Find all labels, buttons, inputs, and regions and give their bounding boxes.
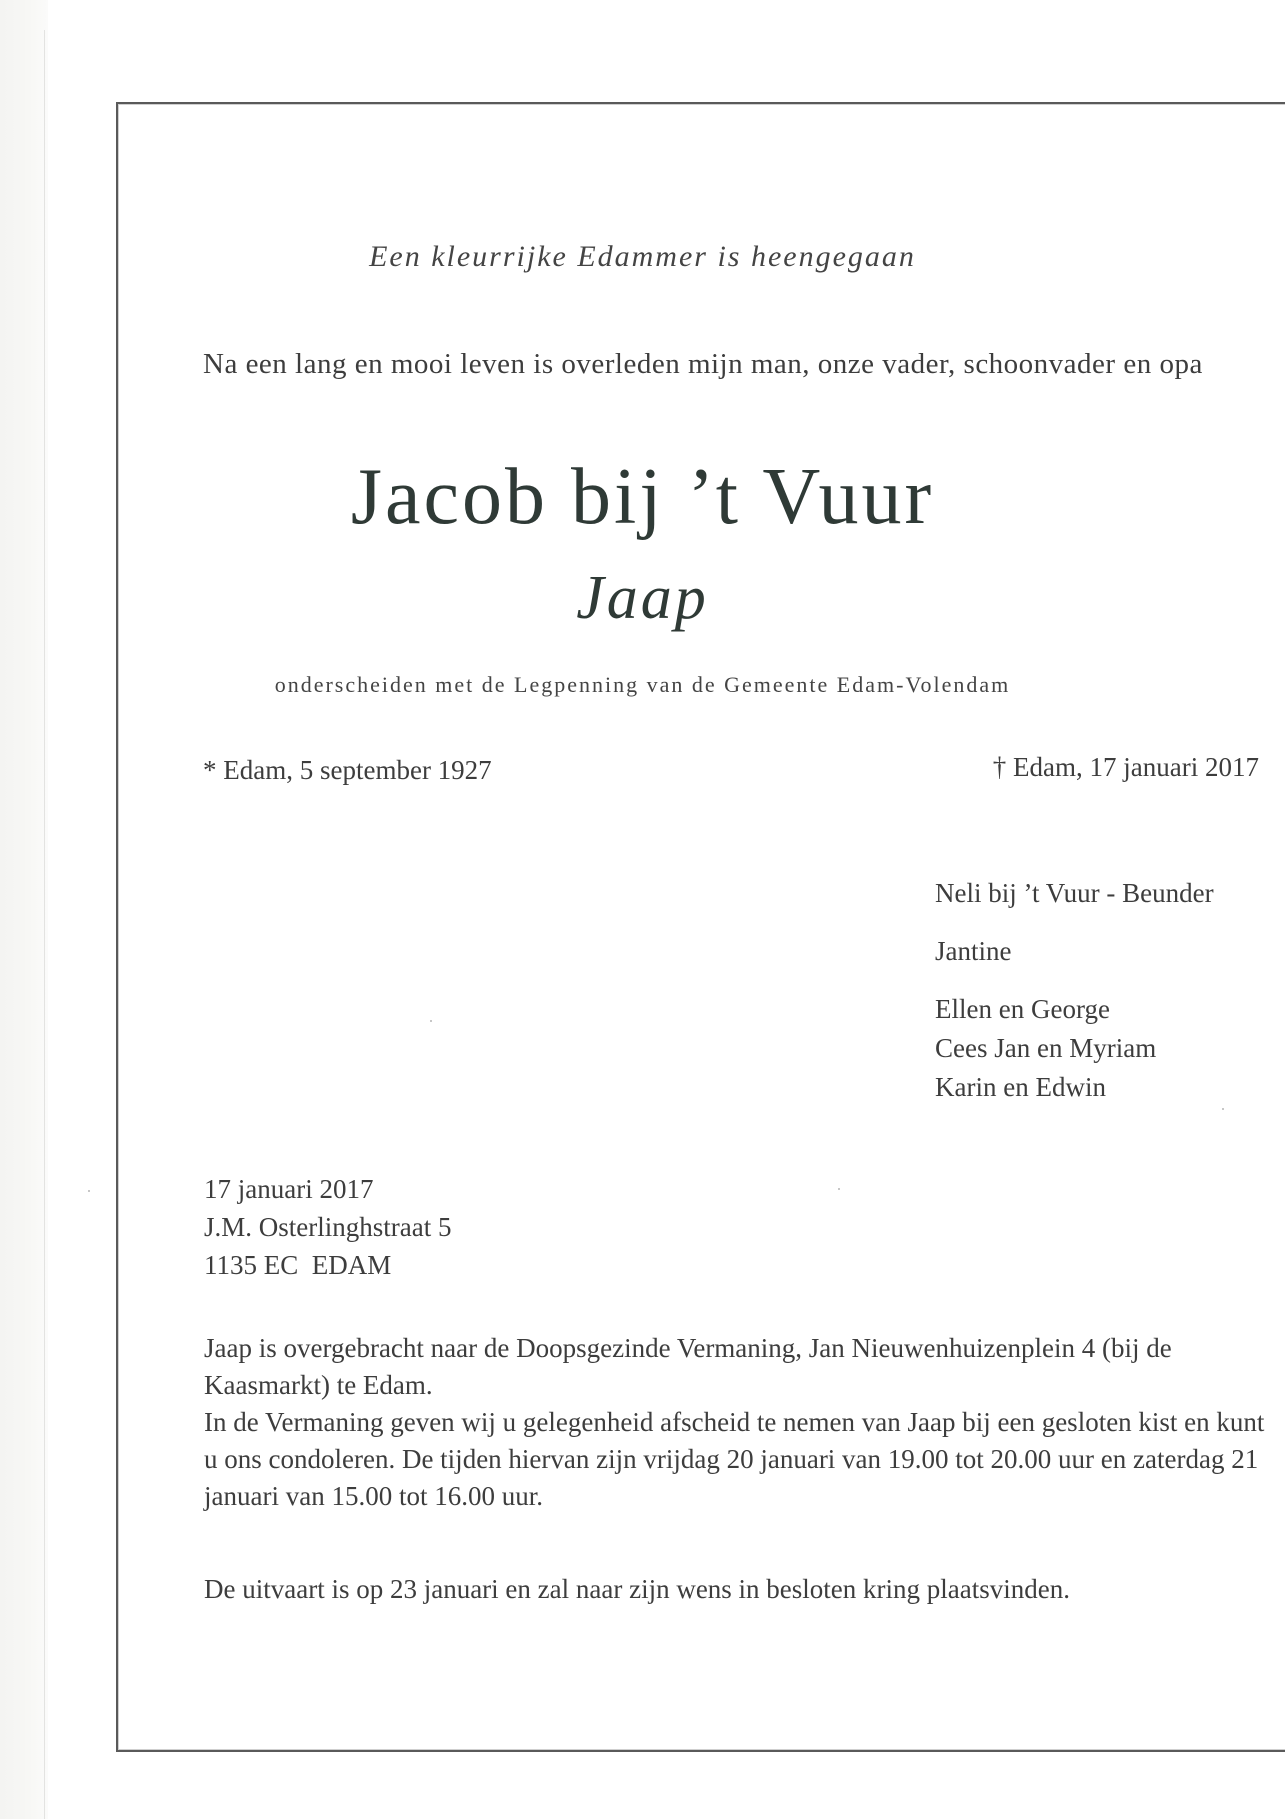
tagline: Een kleurrijke Edammer is heengegaan	[369, 240, 916, 273]
notice-text	[204, 1330, 1284, 1515]
notice-paragraph: In de Vermaning geven wij u gelegenheid afscheid te nemen van Jaap bij een gesloten kist en kunt u ons condoleren. De tijden hiervan zijn vrijdag 20 januari van 19.00 tot 20.00 uur en zaterdag 21 januari van 15.00 tot 16.00 uur.	[204, 1407, 1265, 1511]
address-street: J.M. Osterlinghstraat 5	[204, 1212, 452, 1242]
scan-speck	[430, 1020, 432, 1022]
funeral-closing-line: De uitvaart is op 23 januari en zal naar zijn wens in besloten kring plaatsvinden.	[204, 1574, 1070, 1604]
family-child: Ellen en George	[935, 994, 1110, 1024]
family-spouse: Neli bij ’t Vuur - Beunder	[935, 878, 1214, 908]
deceased-nickname: Jaap	[576, 564, 709, 632]
family-child: Cees Jan en Myriam	[935, 1033, 1157, 1063]
address-postal-city: 1135 EC EDAM	[204, 1250, 392, 1280]
family-child: Karin en Edwin	[935, 1072, 1106, 1102]
intro-sentence: Na een lang en mooi leven is overleden mijn man, onze vader, schoonvader en opa	[203, 348, 1203, 380]
scan-fold-line	[44, 30, 45, 1819]
notice-paragraph: Jaap is overgebracht naar de Doopsgezinde Vermaning, Jan Nieuwenhuizenplein 4 (bij de Kaasmarkt) te Edam.	[204, 1333, 1172, 1400]
correspondence-address	[204, 1170, 451, 1284]
death-line: † Edam, 17 januari 2017	[992, 752, 1259, 782]
deceased-name: Jacob bij ’t Vuur	[350, 453, 935, 541]
scan-speck	[838, 1188, 840, 1190]
family-child: Jantine	[935, 936, 1012, 966]
scan-speck	[1222, 1108, 1224, 1110]
scan-speck	[88, 1190, 90, 1192]
address-date: 17 januari 2017	[204, 1174, 374, 1204]
honor-line: onderscheiden met de Legpenning van de Gemeente Edam-Volendam	[274, 672, 1011, 697]
birth-line: * Edam, 5 september 1927	[203, 755, 492, 785]
